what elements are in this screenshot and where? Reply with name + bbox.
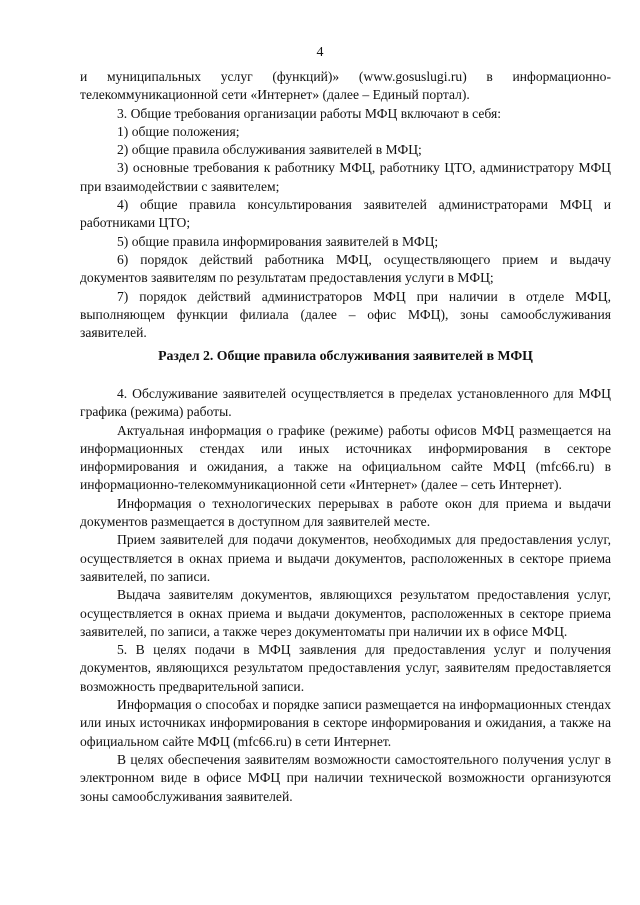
paragraph: Информация о технологических перерывах в работе окон для приема и выдачи документов размещается в доступном для заявителей месте. [80,495,611,530]
list-item: 5) общие правила информирования заявителей в МФЦ; [117,233,439,249]
paragraph: 4. Обслуживание заявителей осуществляется в пределах установленного для МФЦ графика (режима) работы. [80,386,611,420]
paragraph: Прием заявителей для подачи документов, необходимых для предоставления услуг, осуществляется в окнах приема и выдачи документов, расположенных в секторе приема заявителей, по записи. [80,532,611,584]
paragraph: 3. Общие требования организации работы МФЦ включают в себя: [117,105,501,121]
paragraph: и муниципальных услуг (функций)» (www.gosuslugi.ru) в информационно-телекоммуникационной сети «Интернет» (далее – Единый портал). [80,69,611,103]
list-item: 2) общие правила обслуживания заявителей в МФЦ; [117,142,422,158]
paragraph: Актуальная информация о графике (режиме) работы офисов МФЦ размещается на информационных стендах или иных источниках информирования в секторе информирования и ожидания, а также на официальном сайте МФЦ (mfc66.ru) в информационно-телекоммуникационной сети «Интернет» (далее – сеть Интернет). [80,422,611,493]
list-item: 3) основные требования к работнику МФЦ, работнику ЦТО, администратору МФЦ при взаимодействии с заявителем; [80,160,611,194]
list-item: 4) общие правила консультирования заявителей администраторами МФЦ и работниками ЦТО; [80,197,611,231]
section-heading: Раздел 2. Общие правила обслуживания заявителей в МФЦ [158,348,533,363]
paragraph: 5. В целях подачи в МФЦ заявления для предоставления услуг и получения документов, являющихся результатом предоставления услуг, заявителям предоставляется возможность предварительной записи. [80,642,611,694]
section-1-body [80,68,611,342]
paragraph: Информация о способах и порядке записи размещается на информационных стендах или иных источниках информирования в секторе информирования и ожидания, а также на официальном сайте МФЦ (mfc66.ru) в сети Интернет. [80,697,611,749]
page-number: 4 [316,45,324,60]
paragraph: В целях обеспечения заявителям возможности самостоятельного получения услуг в электронном виде в офисе МФЦ при наличии технической возможности организуются зоны самообслуживания заявителей. [80,751,611,804]
list-item: 1) общие положения; [117,123,240,139]
list-item: 7) порядок действий администраторов МФЦ при наличии в отделе МФЦ, выполняющем функции филиала (далее – офис МФЦ), зоны самообслуживания заявителей. [80,288,611,341]
section-2-body [80,385,611,806]
paragraph: Выдача заявителям документов, являющихся результатом предоставления услуг, осуществляется в окнах приема и выдачи документов, расположенных в секторе приема заявителей, по записи, а также через документоматы при наличии их в офисе МФЦ. [80,587,611,639]
list-item: 6) порядок действий работника МФЦ, осуществляющего прием и выдачу документов заявителям по результатам предоставления услуги в МФЦ; [80,251,611,286]
